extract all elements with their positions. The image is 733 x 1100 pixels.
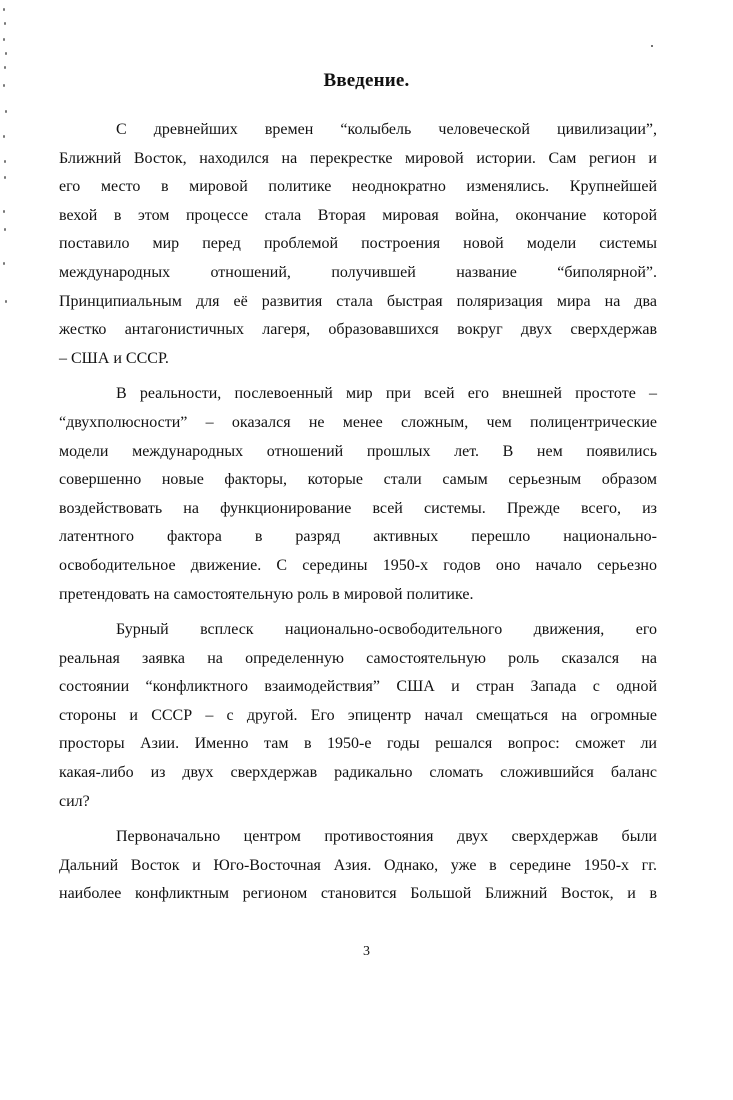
text-line: просторы Азии. Именно там в 1950-е годы решался вопрос: сможет ли: [59, 735, 657, 753]
text-line: международных отношений, получившей название “биполярной”.: [59, 263, 657, 281]
paragraph-1: [59, 116, 657, 373]
text-line: наиболее конфликтным регионом становится Большой Ближний Восток, и в: [59, 885, 657, 903]
text-line: поставило мир перед проблемой построения новой модели системы: [59, 235, 657, 253]
body-text: [59, 116, 657, 916]
page-number: 3: [363, 944, 370, 959]
scan-dot: [651, 45, 653, 47]
text-line: “двухполюсности” – оказался не менее сложным, чем полицентрические: [59, 413, 657, 431]
text-line: латентного фактора в разряд активных перешло национально-: [59, 528, 657, 546]
text-line: освободительное движение. С середины 1950-х годов оно начало серьезно: [59, 556, 657, 574]
text-line: С древнейших времен “колыбель человеческой цивилизации”,: [116, 121, 657, 138]
text-line: Принципиальным для её развития стала быстрая поляризация мира на два: [59, 292, 657, 310]
text-line: жестко антагонистичных лагеря, образовавшихся вокруг двух сверхдержав: [59, 321, 657, 339]
text-line: совершенно новые факторы, которые стали самым серьезным образом: [59, 471, 657, 489]
text-line: Первоначально центром противостояния двух сверхдержав были: [116, 828, 657, 846]
text-line: Ближний Восток, находился на перекрестке мировой истории. Сам регион и: [59, 149, 657, 167]
page-title: Введение.: [323, 70, 410, 91]
text-line: какая-либо из двух сверхдержав радикально сломать сложившийся баланс: [59, 764, 657, 782]
text-line: реальная заявка на определенную самостоятельную роль сказался на: [59, 649, 657, 667]
text-line: Дальний Восток и Юго-Восточная Азия. Однако, уже в середине 1950-х гг.: [59, 856, 657, 874]
text-line: стороны и СССР – с другой. Его эпицентр начал смещаться на огромные: [59, 706, 657, 724]
scan-margin-specks: [0, 0, 12, 320]
text-line: Бурный всплеск национально-освободительного движения, его: [116, 621, 657, 639]
text-line: претендовать на самостоятельную роль в мировой политике.: [59, 585, 474, 603]
text-line: сил?: [59, 792, 90, 810]
paragraph-3: [59, 616, 657, 816]
text-line: – США и СССР.: [59, 349, 169, 367]
text-line: вехой в этом процессе стала Вторая мировая война, окончание которой: [59, 206, 657, 224]
text-line: его место в мировой политике неоднократно изменялись. Крупнейшей: [59, 178, 657, 196]
paragraph-2: [59, 380, 657, 609]
text-line: В реальности, послевоенный мир при всей его внешней простоте –: [116, 385, 657, 403]
text-line: воздействовать на функционирование всей системы. Прежде всего, из: [59, 499, 657, 517]
text-line: модели международных отношений прошлых лет. В нем появились: [59, 442, 657, 460]
paragraph-4: [59, 823, 657, 909]
text-line: состоянии “конфликтного взаимодействия” США и стран Запада с одной: [59, 678, 657, 696]
